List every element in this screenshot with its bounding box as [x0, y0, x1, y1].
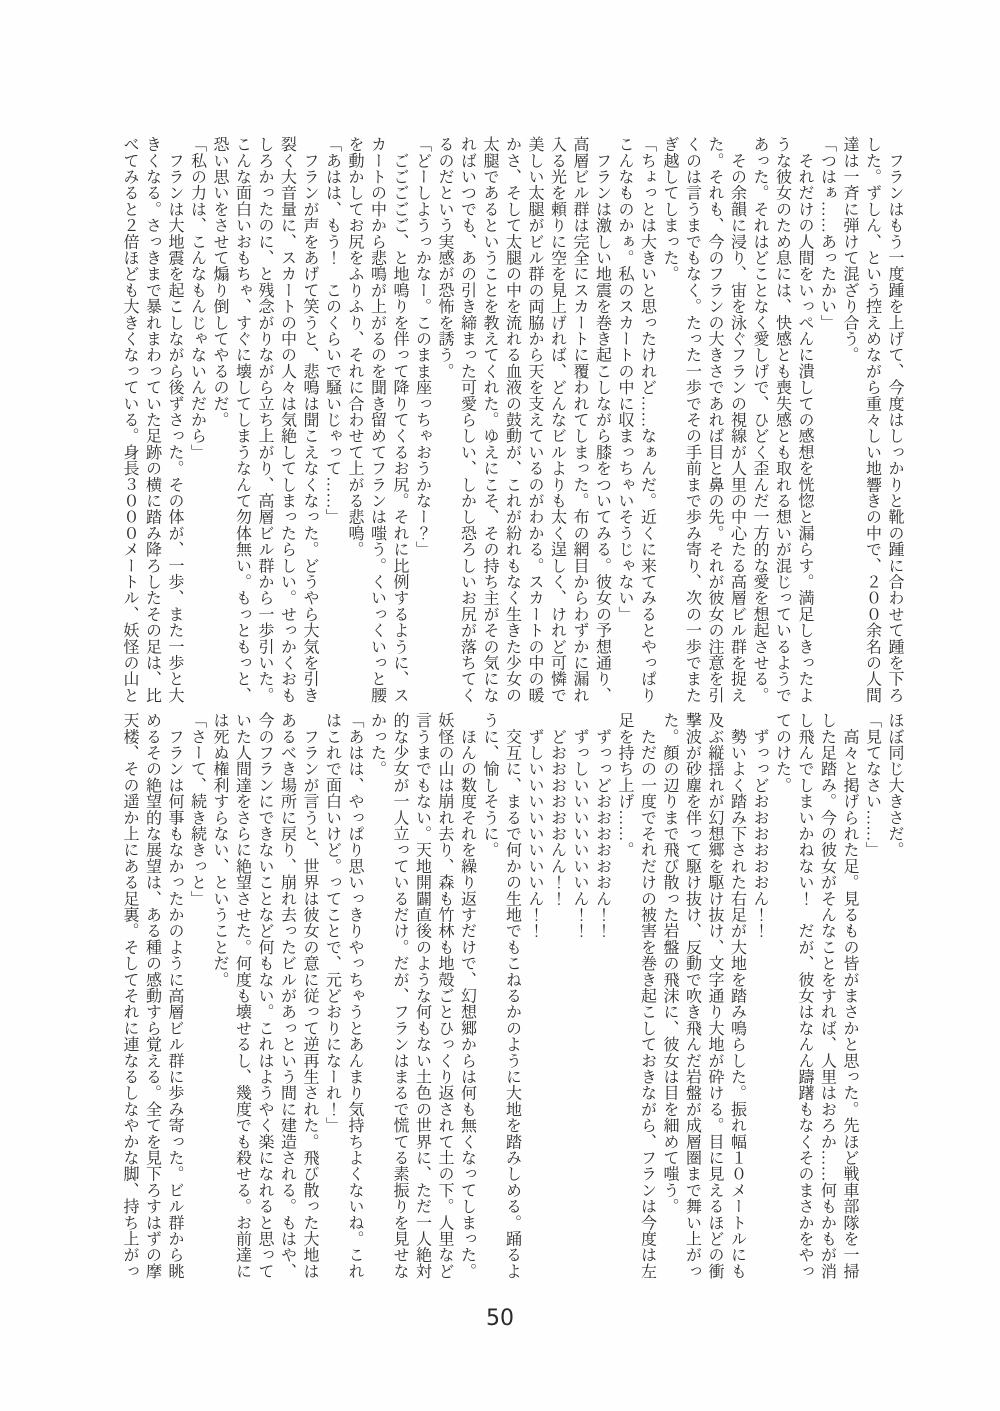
text-column: 「どーしようっかなー。このまま座っちゃおうかなー？」: [413, 136, 431, 558]
text-column: うに、愉しそうに。: [481, 712, 498, 858]
text-column: 美しい太腿がビル群の両脇から天を支えているのがわかる。スカートの中の暖: [526, 136, 543, 703]
text-column: 高層ビル群は完全にスカートに覆われてしまった。布の網目からわずかに漏れ: [571, 136, 588, 703]
text-column: かった。: [368, 712, 386, 777]
text-column: 高々と掲げられた足。見るもの皆がまさかと思った。先ほど戦車部隊を一掃: [841, 712, 858, 1279]
text-column: ぎ越してしまった。: [661, 136, 678, 282]
text-column: きくなる。さっきまで暴れまわっていた足跡の横に踏み降ろしたその足は、比: [143, 136, 161, 704]
text-column: めるその絶望的な展望は、ある種の感動すら覚える。全てを見下ろすはずの摩: [143, 712, 161, 1279]
text-column: 的な少女が一人立っているだけ。だが、フランはまるで慌てる素振りを見せな: [391, 712, 408, 1279]
text-column: フランは大地震を起こしながら後ずさった。その体が、一歩、また一歩と大: [166, 136, 183, 703]
text-column: くのは言うまでもなく。たった一歩でその手前まで歩み寄り、次の一歩でまた: [683, 136, 701, 703]
text-column: いた人間達をさらに絶望させた。何度も壊せるし、幾度でも殺せる。お前達に: [233, 712, 251, 1279]
text-column: あった。それはどことなく愛しげで、ひどく歪んだ一方的な愛を想起させる。: [751, 136, 768, 703]
text-column: した足踏み。今の彼女がそんなことをすれば、人里はおろか……何もかもが消: [818, 712, 836, 1279]
text-column: 及ぶ縦揺れが幻想郷を駆け抜け、文字通り大地が砕ける。目に見えるほどの衝: [706, 712, 723, 1279]
text-column: 足を持ち上げ……。: [616, 712, 633, 858]
text-column: 入る光を頼りに空を見上げれば、どんなビルよりも太く逞しく、けれど可憐で: [548, 136, 566, 703]
text-column: 交互に、まるで何かの生地でもこねるかのように大地を踏みしめる。踊るよ: [503, 712, 521, 1279]
text-column: どおおおおおおんん！！: [548, 712, 566, 907]
text-column: うな彼女のため息には、快感とも喪失感とも取れる想いが混じっているようで: [773, 136, 791, 703]
text-column: ごごごごご、と地鳴りを伴って降りてくるお尻。それに比例するように、ス: [391, 136, 408, 703]
text-column: しろかったのに、と残念がりながら立ち上がり、高層ビル群から一歩引いた。: [256, 136, 273, 703]
text-column: こんなものかぁ。私のスカートの中に収まっちゃいそうじゃない」: [616, 136, 633, 622]
text-column: はこれで面白いけど。ってことで、元どおりになーれ！」: [323, 712, 341, 1134]
text-column: た。顔の辺りまで飛び散った岩盤の飛沫に、彼女は目を細めて嗤う。: [661, 712, 678, 1215]
text-column: 「私の力は、こんなもんじゃないんだから」: [188, 136, 206, 460]
text-column: フランはもう一度踵を上げて、今度はしっかりと靴の踵に合わせて踵を下ろ: [886, 136, 903, 703]
text-column: 「見てなさい……」: [863, 712, 881, 858]
text-column: フランは激しい地震を巻き起こしながら膝をついてみる。彼女の予想通り、: [593, 136, 611, 703]
text-column: カートの中から悲鳴が上がるのを聞き留めてフランは嗤う。くいっくいっと腰: [368, 136, 386, 703]
page-number: 50: [486, 1306, 514, 1331]
text-block-top: [118, 136, 906, 718]
text-column: こんな面白いおもちゃ、すぐに壊してしまうなんて勿体無い。もっともっと、: [233, 136, 251, 703]
text-column: 達は一斉に弾けて混ざり合う。: [841, 136, 858, 363]
text-column: を動かしてお尻をふりふり、それに合わせて上がる悲鳴。: [346, 136, 363, 558]
text-column: した。ずしん、という控えめながら重々しい地響きの中で、２００余名の人間: [863, 136, 881, 703]
text-column: 裂く大音量に、スカートの中の人々は気絶してしまったらしい。せっかくおも: [278, 136, 296, 703]
text-column: ほぼ同じ大きさだ。: [886, 712, 903, 858]
text-column: フランが言うと、世界は彼女の意に従って逆再生された。飛び散った大地は: [301, 712, 318, 1280]
text-column: は死ぬ権利すらない、ということだ。: [211, 712, 228, 988]
text-column: るのだという実感が恐怖を誘う。: [436, 136, 453, 379]
text-column: 「さーて、続き続きっと」: [188, 712, 206, 907]
text-column: フランが声をあげて笑うと、悲鳴は聞こえなくなった。どうやら大気を引き: [301, 136, 318, 703]
text-column: 「ちょっとは大きいと思ったけれど……なぁんだ。近くに来てみるとやっぱり: [638, 136, 656, 703]
text-column: 太腿であるということを教えてくれた。ゆえにこそ、その持ち主がその気にな: [481, 136, 498, 703]
text-column: 天楼、その遥か上にある足裏。そしてそれに連なるしなやかな脚、持ち上がっ: [121, 712, 138, 1279]
text-column: 「あはは、もう！ このくらいで騒いじゃって……」: [323, 136, 341, 525]
text-column: ほんの数度それを繰り返すだけで、幻想郷からは何も無くなってしまった。: [458, 712, 476, 1279]
text-column: てのけた。: [773, 712, 791, 793]
text-column: 妖怪の山は崩れ去り、森も竹林も地殻ごとひっくり返されて土の下。人里など: [436, 712, 453, 1279]
text-column: ただの一度でそれだけの被害を巻き起こしておきながら、フランは今度は左: [638, 712, 656, 1279]
text-column: あるべき場所に戻り、崩れ去ったビルがあっという間に建造される。もはや、: [278, 712, 296, 1279]
text-column: べてみると２倍ほども大きくなっている。身長３０００メートル、妖怪の山と: [121, 136, 138, 703]
text-column: 恐い思いをさせて煽り倒してやるのだ。: [211, 136, 228, 428]
text-column: かさ、そして太腿の中を流れる血液の鼓動が、これが紛れもなく生きた少女の: [503, 136, 521, 703]
text-column: ずしいいいいいいいいん！！: [526, 712, 543, 939]
text-column: 撃波が砂塵を伴って駆け抜け、反動で吹き飛んだ岩盤が成層圏まで舞い上がっ: [683, 712, 701, 1279]
text-column: その余韻に浸り、宙を泳ぐフランの視線が人里の中心たる高層ビル群を捉え: [728, 136, 746, 703]
text-column: ずっっどおおおおおおん！！: [751, 712, 768, 939]
text-column: 言うまでもない。天地開闢直後のような何もない土色の世界に、ただ一人絶対: [413, 712, 431, 1279]
text-column: た。それも、今のフランの大きさであれば目と鼻の先。それが彼女の注意を引: [706, 136, 723, 703]
text-column: ずっっどおおおおおおん！！: [593, 712, 611, 939]
text-column: フランは何事もなかったかのように高層ビル群に歩み寄った。ビル群から眺: [166, 712, 183, 1280]
text-column: し飛んでしまいかねない！ だが、彼女はなんん躊躇もなくそのまさかをやっ: [796, 712, 813, 1279]
text-column: ずっしいいいいいいいん！！: [571, 712, 588, 939]
text-column: 「つはぁ……あったかい」: [818, 136, 836, 331]
text-block-bottom: [118, 712, 906, 1294]
text-column: 今のフランにできないことなど何もない。これはようやく楽になれると思って: [256, 712, 273, 1279]
text-column: 「あはは、やっぱり思いっきりやっちゃうとあんまり気持ちよくないね。これ: [346, 712, 363, 1279]
text-column: ればいつでも、あの引き締まった可愛らしい、しかし恐ろしいお尻が落ちてく: [458, 136, 476, 703]
text-column: それだけの人間をいっぺんに潰しての感想を恍惚と漏らす。満足しきったよ: [796, 136, 813, 703]
text-column: 勢いよく踏み下された右足が大地を踏み鳴らした。振れ幅１０メートルにも: [728, 712, 746, 1279]
